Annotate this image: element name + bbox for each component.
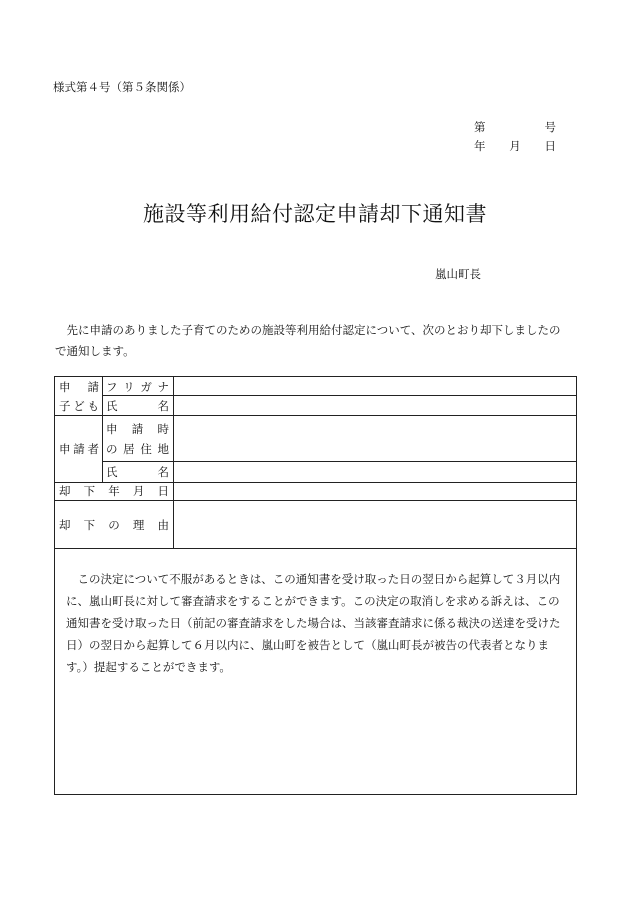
- rejection-date-label: 却 下 年 月 日: [59, 484, 169, 498]
- child-name-label: 氏 名: [106, 399, 169, 413]
- row-divider: [55, 415, 577, 416]
- furigana-label: フ リ ガ ナ: [106, 380, 169, 394]
- child-group-label-bottom: 子 ど も: [59, 399, 99, 413]
- row-divider: [55, 548, 577, 549]
- document-number-suffix: 号: [544, 120, 556, 134]
- issuer: 嵐山町長: [435, 267, 481, 281]
- appeal-notice: この決定について不服があるときは、この通知書を受け取った日の翌日から起算して３月以内に、嵐山町長に対して審査請求をすることができます。この決定の取消しを求める訴えは、この通知書を受け取った日（前記の審査請求をした場合は、当該審査請求に係る裁決の送達を受けた日）の翌日から起算して６月以内に、嵐山町を被告として（嵐山町長が被告の代表者となります。）提起することができます。: [66, 572, 561, 674]
- address-label-bottom: の 居 住 地: [106, 442, 169, 456]
- applicant-name-label: 氏 名: [106, 465, 169, 479]
- column-divider: [102, 377, 103, 482]
- date-year: 年: [474, 139, 486, 153]
- document-title: 施設等利用給付認定申請却下通知書: [143, 202, 487, 226]
- document-date: [474, 138, 556, 154]
- rejection-reason-label: 却 下 の 理 由: [59, 518, 169, 532]
- row-divider: [55, 500, 577, 501]
- child-group-label-top: 申 請: [59, 380, 99, 394]
- intro-paragraph: 先に申請のありました子育てのための施設等利用給付認定について、次のとおり却下しましたので通知します。: [55, 323, 561, 358]
- document-number-prefix: 第: [474, 120, 486, 134]
- applicant-group-label: 申 請 者: [59, 442, 99, 456]
- address-label-top: 申 請 時: [106, 422, 169, 436]
- column-divider: [173, 377, 174, 548]
- date-month: 月: [509, 139, 521, 153]
- form-number: 様式第４号（第５条関係）: [53, 80, 191, 94]
- date-day: 日: [544, 139, 556, 153]
- document-number: [474, 119, 556, 135]
